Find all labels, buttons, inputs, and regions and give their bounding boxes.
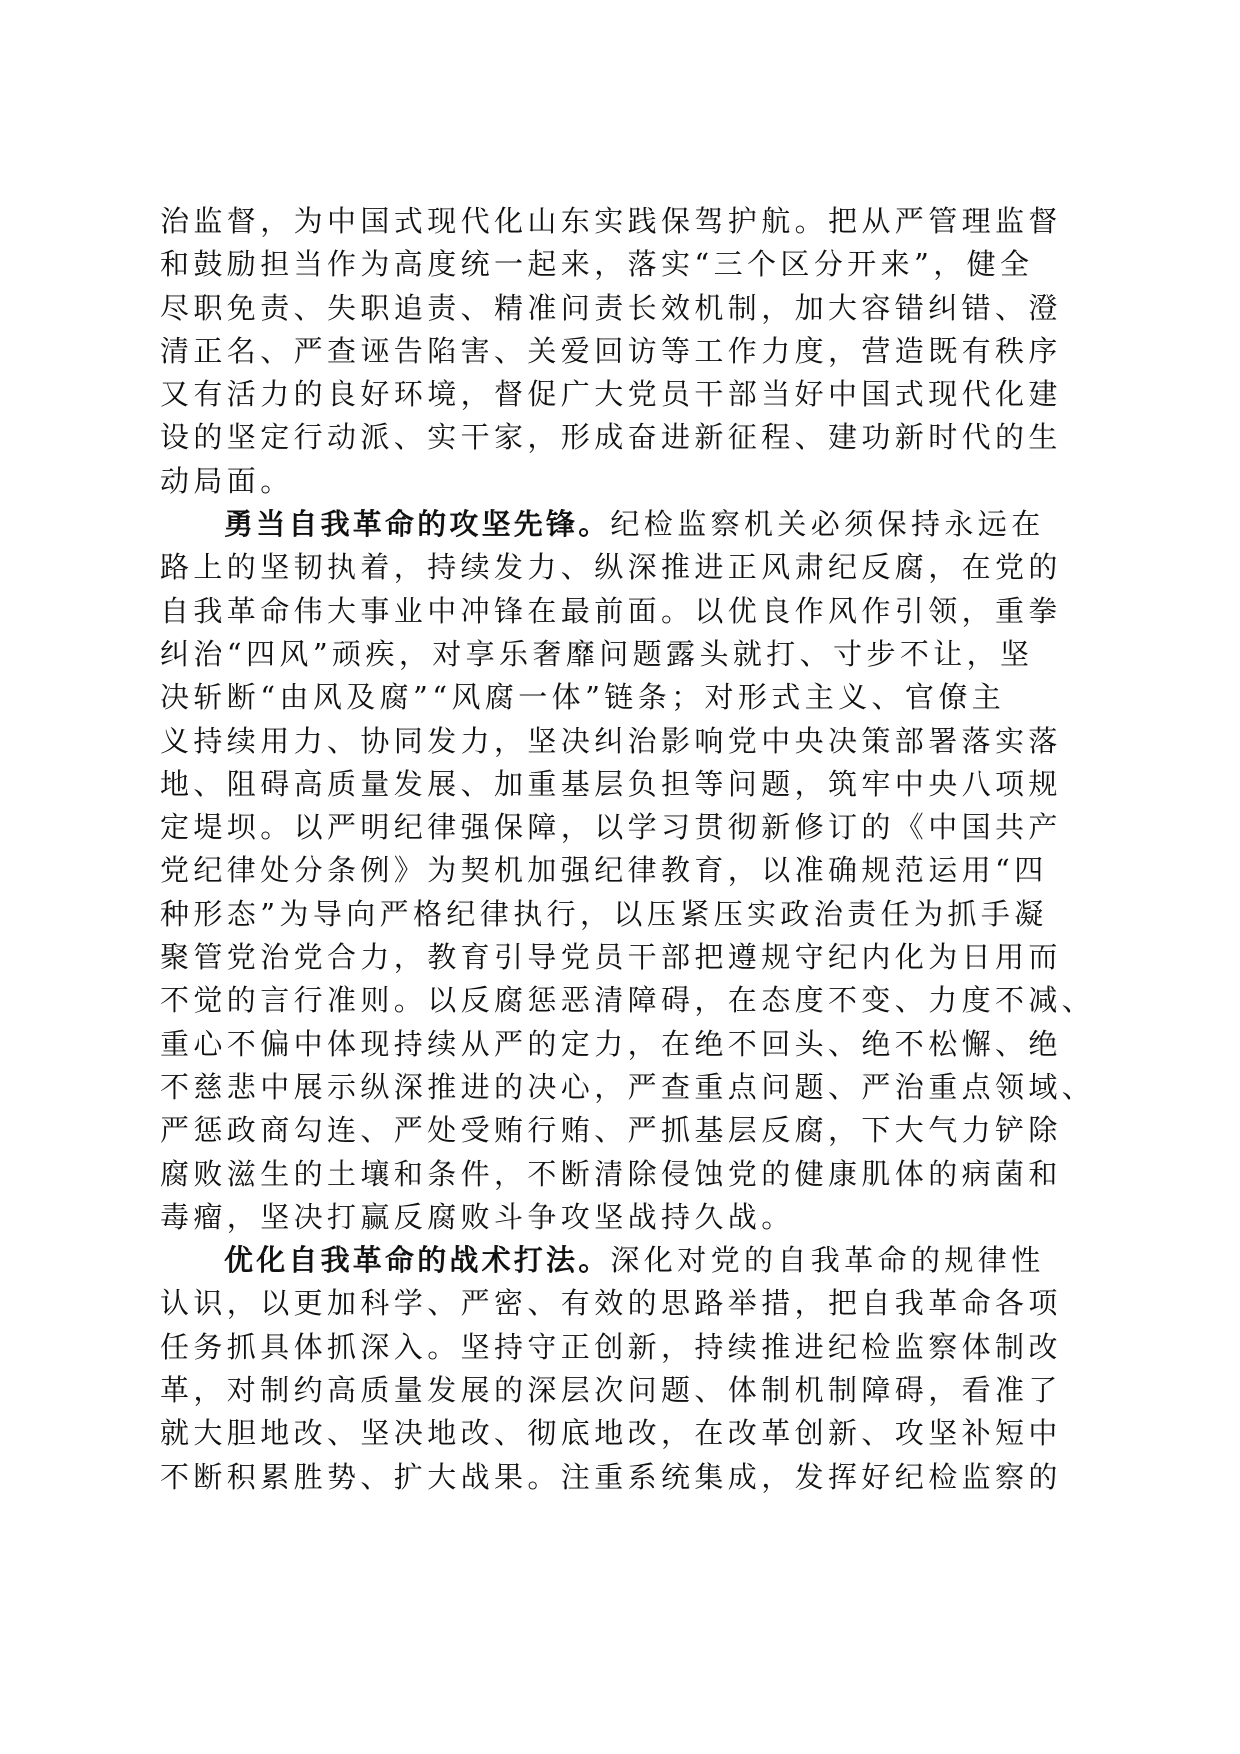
text-line: 就大胆地改、坚决地改、彻底地改，在改革创新、攻坚补短中	[160, 1416, 1062, 1451]
text-line	[160, 503, 1090, 546]
text-line: 不觉的言行准则。以反腐惩恶清障碍，在态度不变、力度不减、	[160, 983, 1096, 1018]
text-line: 自我革命伟大事业中冲锋在最前面。以优良作风作引领，重拳	[160, 593, 1062, 628]
text-line: 毒瘤，坚决打赢反腐败斗争攻坚战持久战。	[160, 1199, 795, 1234]
text-line: 设的坚定行动派、实干家，形成奋进新征程、建功新时代的生	[160, 420, 1062, 455]
text-line: 定堤坝。以严明纪律强保障，以学习贯彻新修订的《中国共产	[160, 810, 1062, 845]
text-line: 地、阻碍高质量发展、加重基层负担等问题，筑牢中央八项规	[160, 766, 1062, 801]
text-line: 重心不偏中体现持续从严的定力，在绝不回头、绝不松懈、绝	[160, 1026, 1062, 1061]
text-line	[160, 1239, 1090, 1282]
text-line: 治监督，为中国式现代化山东实践保驾护航。把从严管理监督	[160, 204, 1062, 238]
text-line: 不断积累胜势、扩大战果。注重系统集成，发挥好纪检监察的	[160, 1459, 1062, 1494]
text-line: 决斩断“由风及腐”“风腐一体”链条；对形式主义、官僚主	[160, 680, 1006, 715]
text-line: 路上的坚韧执着，持续发力、纵深推进正风肃纪反腐，在党的	[160, 550, 1062, 585]
text-line: 种形态”为导向严格纪律执行，以压紧压实政治责任为抓手凝	[160, 896, 1048, 931]
text-line: 清正名、严查诬告陷害、关爱回访等工作力度，营造既有秩序	[160, 333, 1062, 368]
document-body	[160, 200, 1096, 1499]
paragraph-2	[160, 503, 1096, 1239]
text-line: 认识，以更加科学、严密、有效的思路举措，把自我革命各项	[160, 1286, 1062, 1321]
text-line: 任务抓具体抓深入。坚持守正创新，持续推进纪检监察体制改	[160, 1329, 1062, 1364]
text-line: 党纪律处分条例》为契机加强纪律教育，以准确规范运用“四	[160, 853, 1048, 888]
paragraph-1	[160, 200, 1090, 503]
text-line: 义持续用力、协同发力，坚决纠治影响党中央决策部署落实落	[160, 723, 1062, 758]
section-heading: 优化自我革命的战术打法。	[224, 1243, 611, 1278]
text-run: 纪检监察机关必须保持永远在	[610, 507, 1045, 542]
text-line: 不慈悲中展示纵深推进的决心，严查重点问题、严治重点领域、	[160, 1069, 1096, 1104]
text-run: 深化对党的自我革命的规律性	[610, 1243, 1045, 1278]
text-line: 革，对制约高质量发展的深层次问题、体制机制障碍，看准了	[160, 1373, 1062, 1408]
text-line: 纠治“四风”顽疾，对享乐奢靡问题露头就打、寸步不让，坚	[160, 636, 1034, 671]
text-line: 和鼓励担当作为高度统一起来，落实“三个区分开来”，健全	[160, 247, 1034, 282]
text-line: 尽职免责、失职追责、精准问责长效机制，加大容错纠错、澄	[160, 290, 1062, 325]
paragraph-3	[160, 1239, 1090, 1499]
section-heading: 勇当自我革命的攻坚先锋。	[224, 507, 611, 542]
text-line: 严惩政商勾连、严处受贿行贿、严抓基层反腐，下大气力铲除	[160, 1113, 1062, 1148]
text-line: 聚管党治党合力，教育引导党员干部把遵规守纪内化为日用而	[160, 940, 1062, 975]
text-line: 又有活力的良好环境，督促广大党员干部当好中国式现代化建	[160, 377, 1062, 412]
text-line: 动局面。	[160, 463, 294, 498]
text-line: 腐败滋生的土壤和条件，不断清除侵蚀党的健康肌体的病菌和	[160, 1156, 1062, 1191]
